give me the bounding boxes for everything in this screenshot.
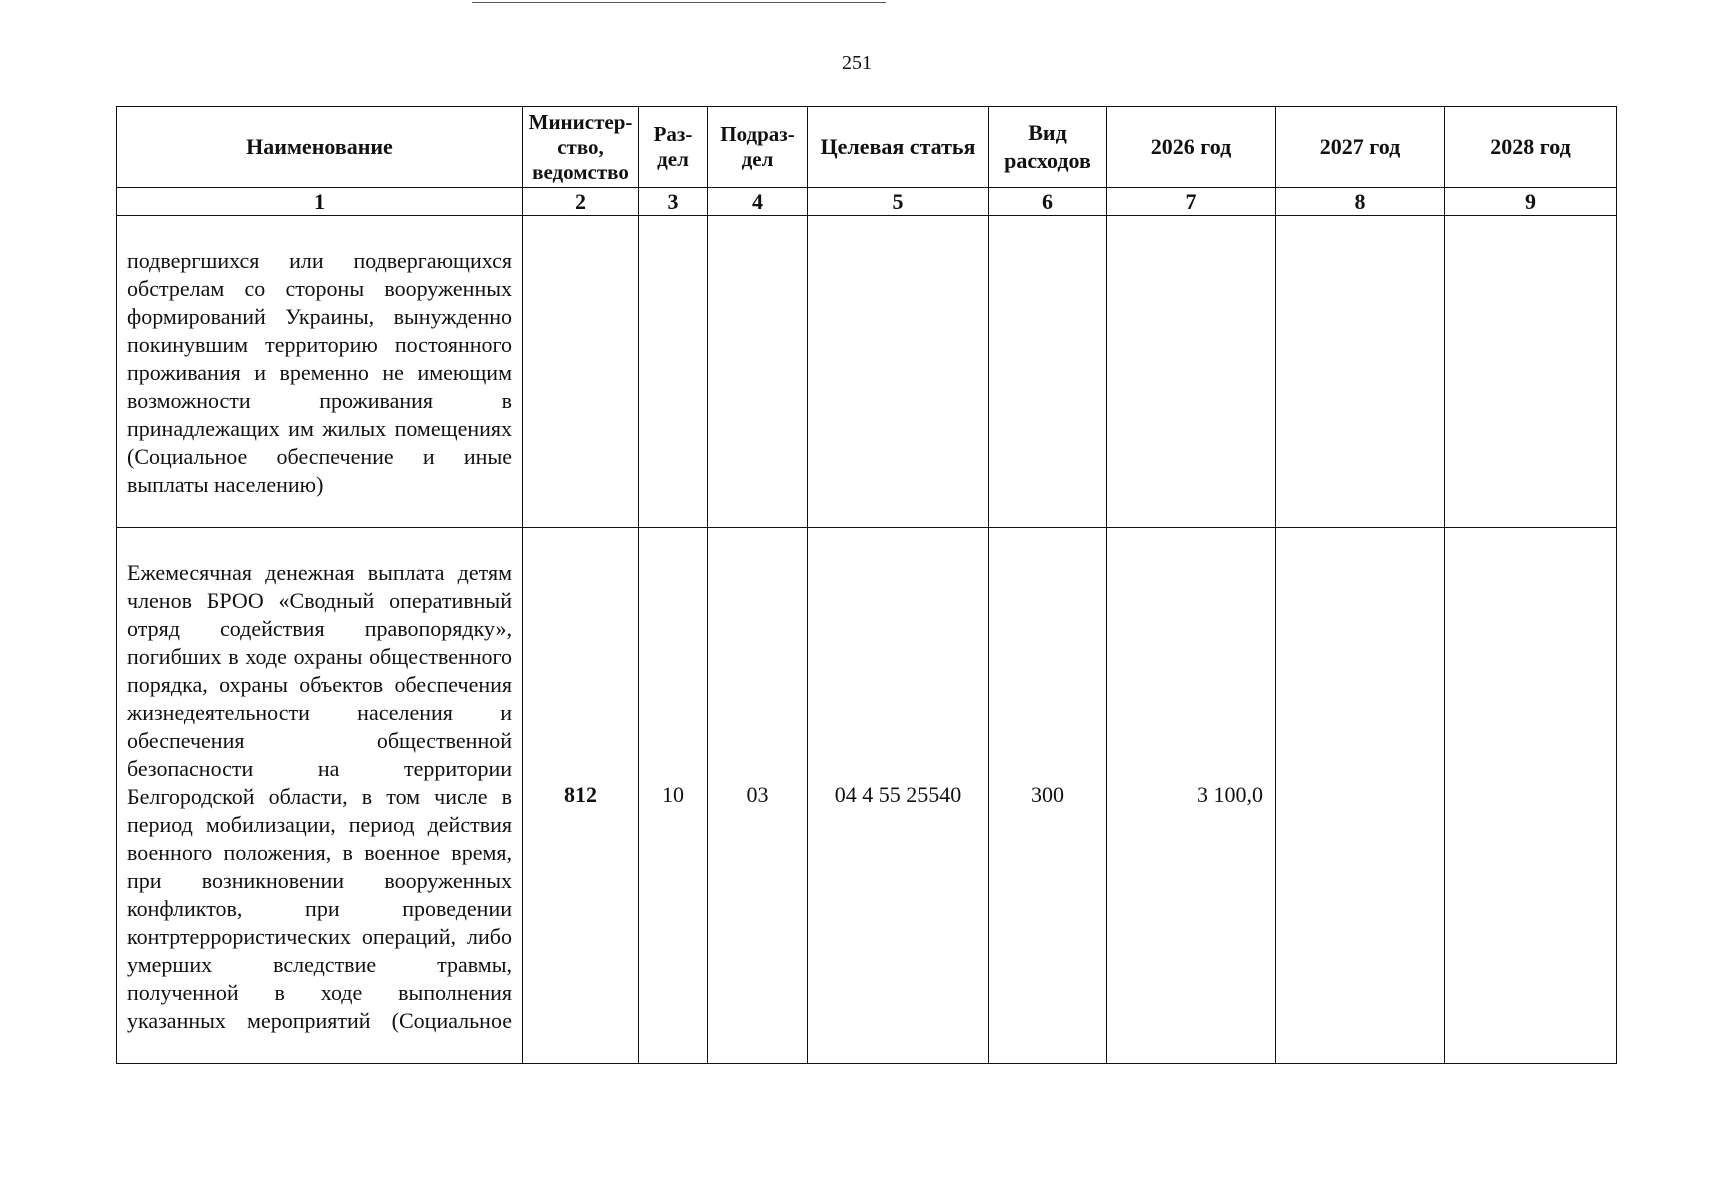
column-number: 9 (1445, 188, 1617, 216)
table-row (117, 216, 1617, 528)
row-subsection: 03 (708, 528, 808, 1064)
row-2027 (1276, 528, 1445, 1064)
row-ministry (523, 216, 639, 528)
column-number-row (117, 188, 1617, 216)
row-section (639, 216, 708, 528)
header-2026: 2026 год (1107, 107, 1276, 188)
row-2026: 3 100,0 (1107, 528, 1276, 1064)
header-target: Целевая статья (808, 107, 989, 188)
row-expense-type: 300 (989, 528, 1107, 1064)
row-expense-type (989, 216, 1107, 528)
header-subsection: Подраз-дел (708, 107, 808, 188)
row-section: 10 (639, 528, 708, 1064)
row-target (808, 216, 989, 528)
row-name: подвергшихся или подвергающихся обстрелам со стороны вооруженных формирований Украины, вынужденно покинувшим территорию постоянного проживания и временно не имеющим возможности проживания в принадлежащих им жилых помещениях (Социальное обеспечение и иные выплаты населению) (117, 216, 523, 528)
header-expense-type: Вид расходов (989, 107, 1107, 188)
header-row (117, 107, 1617, 188)
column-number: 2 (523, 188, 639, 216)
column-number: 3 (639, 188, 708, 216)
column-number: 5 (808, 188, 989, 216)
column-number: 4 (708, 188, 808, 216)
column-number: 1 (117, 188, 523, 216)
row-name: Ежемесячная денежная выплата детям членов БРОО «Сводный оперативный отряд содействия правопорядку», погибших в ходе охраны общественного порядка, охраны объектов обеспечения жизнедеятельности населения и обеспечения общественной безопасности на территории Белгородской области, в том числе в период мобилизации, период действия военного положения, в военное время, при возникновении вооруженных конфликтов, при проведении контртеррористических операций, либо умерших вследствие травмы, полученной в ходе выполнения указанных мероприятий (Социальное (117, 528, 523, 1064)
row-ministry: 812 (523, 528, 639, 1064)
budget-table (116, 106, 1617, 1064)
header-ministry: Министер-ство, ведомство (523, 107, 639, 188)
row-2028 (1445, 216, 1617, 528)
row-2028 (1445, 528, 1617, 1064)
column-number: 6 (989, 188, 1107, 216)
row-2026 (1107, 216, 1276, 528)
header-name: Наименование (117, 107, 523, 188)
column-number: 8 (1276, 188, 1445, 216)
page-number: 251 (842, 52, 872, 74)
row-subsection (708, 216, 808, 528)
table-row (117, 528, 1617, 1064)
header-2027: 2027 год (1276, 107, 1445, 188)
header-section: Раз-дел (639, 107, 708, 188)
row-target: 04 4 55 25540 (808, 528, 989, 1064)
header-2028: 2028 год (1445, 107, 1617, 188)
row-2027 (1276, 216, 1445, 528)
column-number: 7 (1107, 188, 1276, 216)
top-rule (472, 2, 886, 3)
